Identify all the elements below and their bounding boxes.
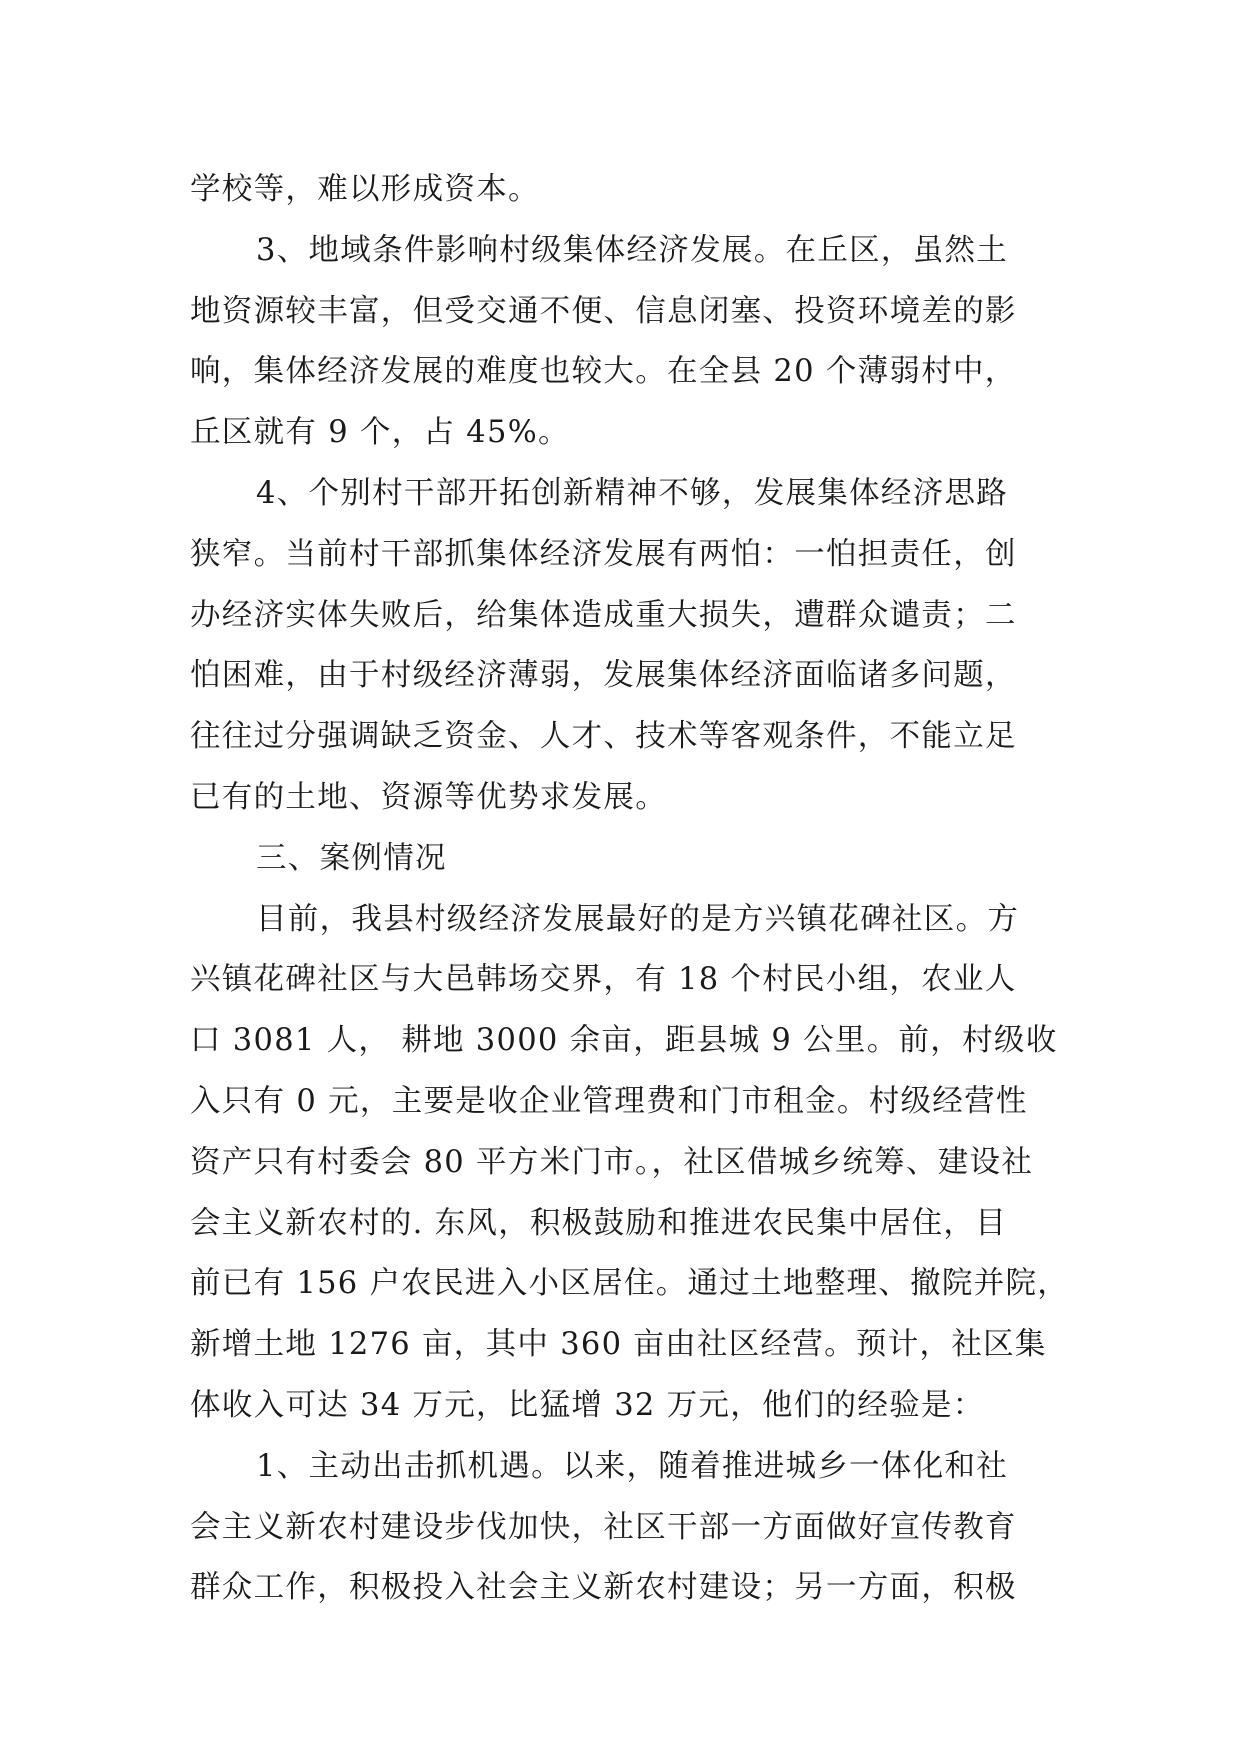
text-line: 体收入可达 34 万元，比猛增 32 万元，他们的经验是： [190,1387,985,1423]
text-line: 目前，我县村级经济发展最好的是方兴镇花碑社区。方 [256,901,1020,937]
text-line: 前已有 156 户农民进入小区居住。通过土地整理、撤院并院， [190,1266,1070,1302]
text-line: 丘区就有 9 个，占 45%。 [190,415,570,451]
text-line: 新增土地 1276 亩，其中 360 亩由社区经营。预计，社区集 [190,1327,1047,1363]
text-line: 狭窄。当前村干部抓集体经济发展有两怕：一怕担责任，创 [190,536,1017,572]
section-heading: 三、案例情况 [256,840,447,876]
text-line: 会主义新农村建设步伐加快，社区干部一方面做好宣传教育 [190,1509,1017,1545]
text-line: 资产只有村委会 80 平方米门市。，社区借城乡统筹、建设社 [190,1144,1034,1180]
text-line: 办经济实体失败后，给集体造成重大损失，遭群众谴责；二 [190,597,1017,633]
text-line: 4、个别村干部开拓创新精神不够，发展集体经济思路 [256,475,1009,511]
text-line: 响，集体经济发展的难度也较大。在全县 20 个薄弱村中， [190,354,1017,390]
text-line: 地资源较丰富，但受交通不便、信息闭塞、投资环境差的影 [190,293,1017,329]
text-line: 入只有 0 元，主要是收企业管理费和门市租金。村级经营性 [190,1083,1028,1119]
body-text [190,160,1070,1619]
text-line: 3、地域条件影响村级集体经济发展。在丘区，虽然土 [256,232,1009,268]
text-line: 兴镇花碑社区与大邑韩场交界，有 18 个村民小组，农业人 [190,962,1017,998]
text-line: 怕困难，由于村级经济薄弱，发展集体经济面临诸多问题， [190,658,1017,694]
text-line: 往往过分强调缺乏资金、人才、技术等客观条件，不能立足 [190,719,1017,755]
text-line: 学校等，难以形成资本。 [190,172,540,207]
text-line: 已有的土地、资源等优势求发展。 [190,779,667,815]
text-line: 群众工作，积极投入社会主义新农村建设；另一方面，积极 [190,1570,1017,1606]
text-line: 口 3081 人， 耕地 3000 余亩，距县城 9 公里。前，村级收 [190,1023,1058,1059]
text-line: 1、主动出击抓机遇。以来，随着推进城乡一体化和社 [256,1448,1009,1484]
text-line: 会主义新农村的. 东风，积极鼓励和推进农民集中居住，目 [190,1205,1007,1241]
